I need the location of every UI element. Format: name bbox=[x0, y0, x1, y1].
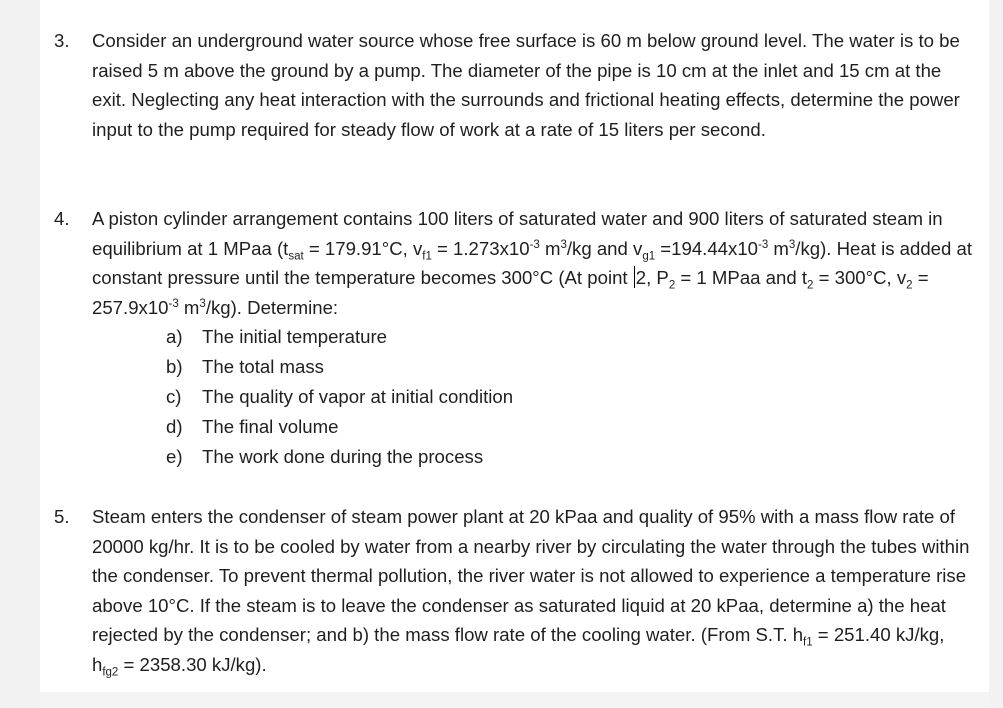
item-text: The quality of vapor at initial condition bbox=[202, 386, 514, 407]
problem-number: 4. bbox=[54, 208, 70, 229]
item-letter: a) bbox=[166, 326, 183, 347]
problem-text: Steam enters the condenser of steam power plant at 20 kPaa and quality of 95% with a mass flow rate of 20000 kg/hr. It is to be cooled by water from a nearby river by circulating the water through the tubes within the condenser. To prevent thermal pollution, the river water is not allowed to experience a temperature rise above 10°C. If the steam is to leave the condenser as saturated liquid at 20 kPaa, determine a) the heat rejected by the condenser; and b) the mass flow rate of the cooling water. (From S.T. $h_{f1} = 251.40$ kJ/kg, $h_{fg2} = 2358.30$ kJ/kg). bbox=[92, 506, 970, 679]
item-text: The initial temperature bbox=[202, 326, 387, 347]
document-page bbox=[40, 0, 989, 692]
item-text: The work done during the process bbox=[202, 446, 484, 467]
list-item bbox=[166, 322, 974, 352]
problem-text: A piston cylinder arrangement contains 100 liters of saturated water and 900 liters of saturated steam in equilibrium at 1 MPaa ($t_{sat} = 179.91^\circ C$, $v_{f1} = 1.273x10^{-3}$ $m^3/kg$ and $v_{g1} =194.44x10^{-3}$ $m^3/kg$). Heat is added at constant pressure until the temperature becomes 300°C (At point 2, $P_2 = 1$ MPaa and $t_2 = 300^\circ C$, $v_2 = 257.9x10^{-3}$ $m^3/kg$). Determine: bbox=[92, 208, 973, 318]
problem-number: 3. bbox=[54, 30, 70, 51]
text-cursor bbox=[634, 266, 635, 288]
list-item bbox=[166, 412, 974, 442]
sub-question-list bbox=[166, 322, 974, 472]
item-text: The total mass bbox=[202, 356, 324, 377]
list-item bbox=[166, 382, 974, 412]
problem-4 bbox=[54, 204, 974, 472]
problem-text: Consider an underground water source whose free surface is 60 m below ground level. The water is to be raised 5 m above the ground by a pump. The diameter of the pipe is 10 cm at the inlet and 15 cm at the exit. Neglecting any heat interaction with the surrounds and frictional heating effects, determine the power input to the pump required for steady flow of work at a rate of 15 liters per second. bbox=[92, 30, 960, 140]
problem-3 bbox=[54, 26, 974, 144]
left-page-margin bbox=[0, 0, 40, 708]
item-text: The final volume bbox=[202, 416, 339, 437]
problem-number: 5. bbox=[54, 506, 70, 527]
problem-5 bbox=[54, 502, 974, 679]
item-letter: d) bbox=[166, 416, 183, 437]
item-letter: c) bbox=[166, 386, 182, 407]
item-letter: b) bbox=[166, 356, 183, 377]
right-page-margin bbox=[989, 0, 1003, 708]
list-item bbox=[166, 352, 974, 382]
item-letter: e) bbox=[166, 446, 183, 467]
page-bottom-edge bbox=[40, 692, 989, 708]
list-item bbox=[166, 442, 974, 472]
